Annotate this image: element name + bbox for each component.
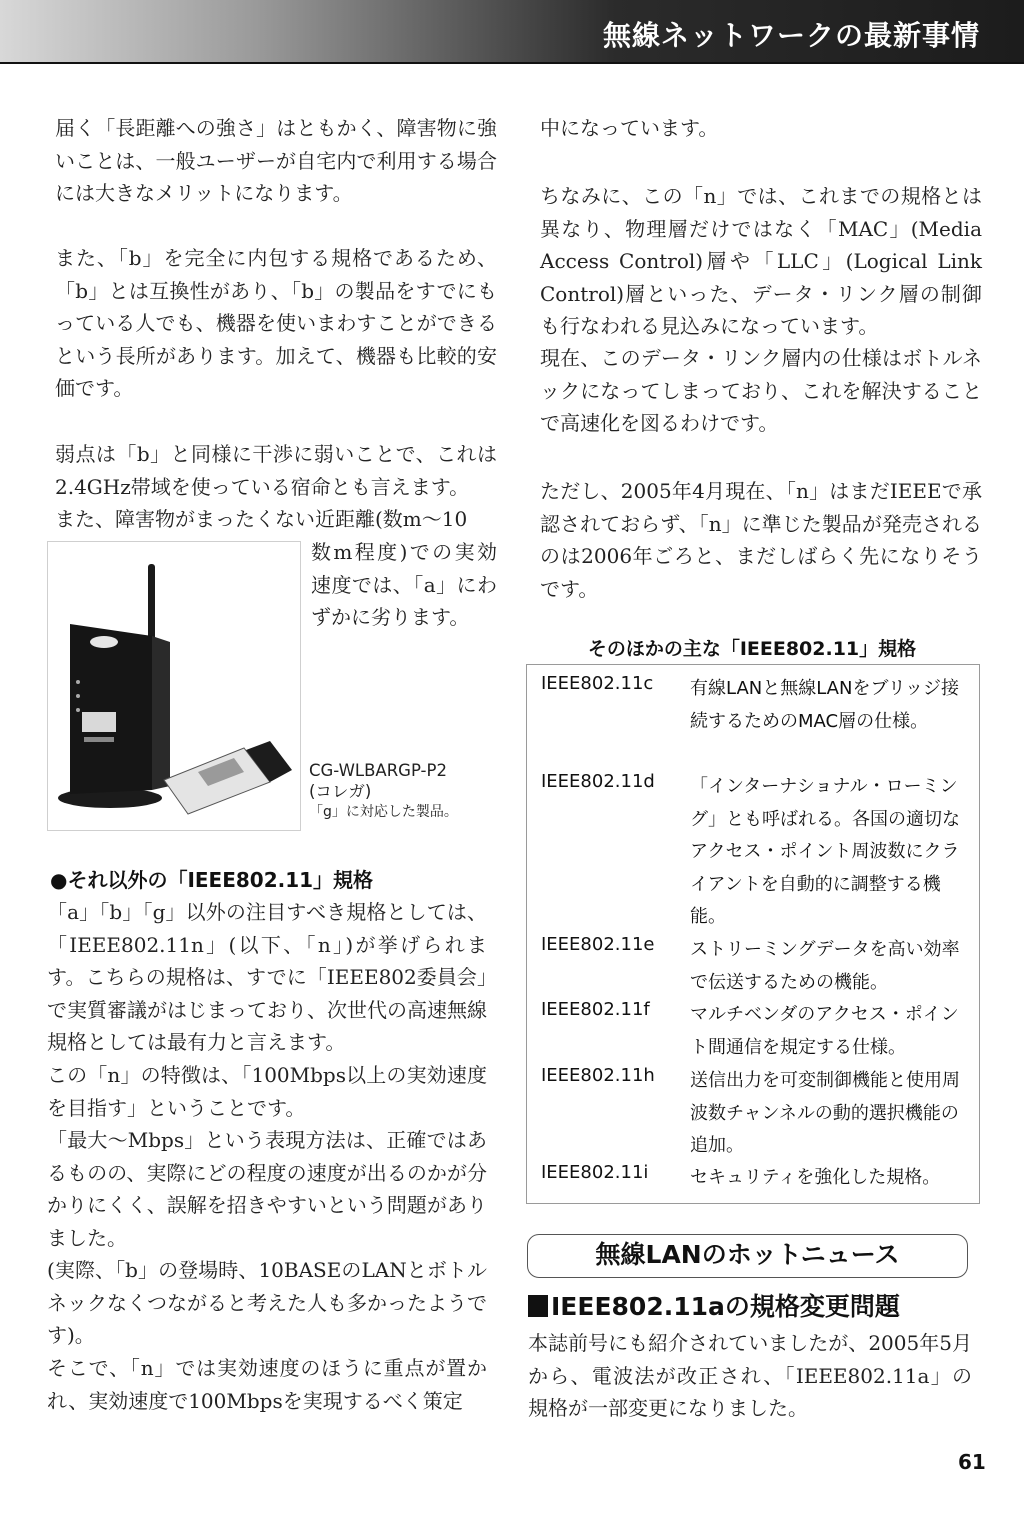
caption-note: 「g」に対応した製品。	[309, 804, 458, 820]
spec-desc: ストリーミングデータを高い効率で伝送するための機能。	[690, 939, 960, 993]
body-paragraph: 届く「長距離への強さ」はともかく、障害物に強いことは、一般ユーザーが自宅内で利用する場合には大きなメリットになります。	[55, 116, 497, 205]
spec-desc: 送信出力を可変制御機能と使用周波数チャンネルの動的選択機能の追加。	[690, 1070, 960, 1156]
body-paragraph: 弱点は「b」と同様に干渉に弱いことで、これは2.4GHz帯域を使っている宿命とも言えます。	[55, 442, 497, 499]
body-paragraph: また、「b」を完全に内包する規格であるため、「b」とは互換性があり、「b」の製品をすでにもっている人でも、機器を使いまわすことができるという長所があります。加えて、機器も比較的安価です。	[55, 246, 497, 400]
spec-name: IEEE802.11d	[541, 771, 655, 792]
square-bullet-icon	[528, 1295, 548, 1317]
caption-model: CG-WLBARGP-P2	[309, 761, 447, 780]
body-paragraph: 中になっています。	[540, 116, 719, 140]
photo-caption	[309, 760, 509, 823]
spec-desc: セキュリティを強化した規格。	[690, 1167, 941, 1188]
router-and-card-illustration	[48, 542, 300, 830]
table-title: そのほかの主な「IEEE802.11」規格	[587, 638, 917, 660]
spec-name: IEEE802.11h	[541, 1065, 655, 1086]
body-paragraph: 現在、このデータ・リンク層内の仕様はボトルネックになってしまっており、これを解決することで高速化を図るわけです。	[540, 346, 982, 435]
spec-desc: 「インターナショナル・ローミング」とも呼ばれる。各国の適切なアクセス・ポイント周波数にクライアントを自動的に調整する機能。	[690, 776, 960, 927]
body-paragraph: この「n」の特徴は、「100Mbps以上の実効速度を目指す」ということです。	[47, 1063, 487, 1120]
body-paragraph: 数m程度)での実効速度では、「a」にわずかに劣ります。	[311, 540, 497, 629]
product-photo	[47, 541, 301, 831]
page-number: 61	[958, 1450, 986, 1474]
body-paragraph: (実際、「b」の登場時、10BASEのLANとボトルネックなくつながると考えた人も多かったようです)。	[47, 1258, 487, 1347]
spec-table	[526, 664, 980, 1204]
news-banner: 無線LANのホットニュース	[527, 1234, 968, 1278]
spec-name: IEEE802.11e	[541, 934, 655, 955]
section-heading: ●それ以外の「IEEE802.11」規格	[50, 868, 374, 892]
body-paragraph: ちなみに、この「n」では、これまでの規格とは異なり、物理層だけではなく「MAC」(Media Access Control)層や「LLC」(Logical Link Control)層といった、データ・リンク層の制御も行なわれる見込みになっています。	[540, 184, 982, 338]
news-heading-text: IEEE802.11aの規格変更問題	[551, 1292, 900, 1321]
body-paragraph: また、障害物がまったくない近距離(数m～10	[55, 507, 468, 531]
body-paragraph: ただし、2005年4月現在、「n」はまだIEEEで承認されておらず、「n」に準じた製品が発売されるのは2006年ごろと、まだしばらく先になりそうです。	[540, 479, 982, 601]
spec-name: IEEE802.11i	[541, 1162, 649, 1183]
spec-desc: マルチベンダのアクセス・ポイント間通信を規定する仕様。	[690, 1004, 959, 1058]
header-banner	[0, 0, 1024, 64]
body-paragraph: 本誌前号にも紹介されていましたが、2005年5月から、電波法が改正され、「IEEE802.11a」の規格が一部変更になりました。	[528, 1331, 972, 1420]
spec-name: IEEE802.11c	[541, 673, 654, 694]
news-heading	[528, 1287, 900, 1323]
body-paragraph: 「a」「b」「g」以外の注目すべき規格としては、「IEEE802.11n」(以下、「n」)が挙げられます。こちらの規格は、すでに「IEEE802委員会」で実質審議がはじまっており、次世代の高速無線規格としては最有力と言えます。	[47, 900, 487, 1054]
spec-name: IEEE802.11f	[541, 999, 650, 1020]
spec-desc: 有線LANと無線LANをブリッジ接続するためのMAC層の仕様。	[690, 678, 959, 732]
body-paragraph: 「最大～Mbps」という表現方法は、正確ではあるものの、実際にどの程度の速度が出るのかが分かりにくく、誤解を招きやすいという問題がありました。	[47, 1128, 487, 1250]
page-header-title: 無線ネットワークの最新事情	[602, 19, 980, 52]
caption-maker: (コレガ)	[309, 782, 372, 801]
body-paragraph: そこで、「n」では実効速度のほうに重点が置かれ、実効速度で100Mbpsを実現するべく策定	[47, 1356, 487, 1413]
